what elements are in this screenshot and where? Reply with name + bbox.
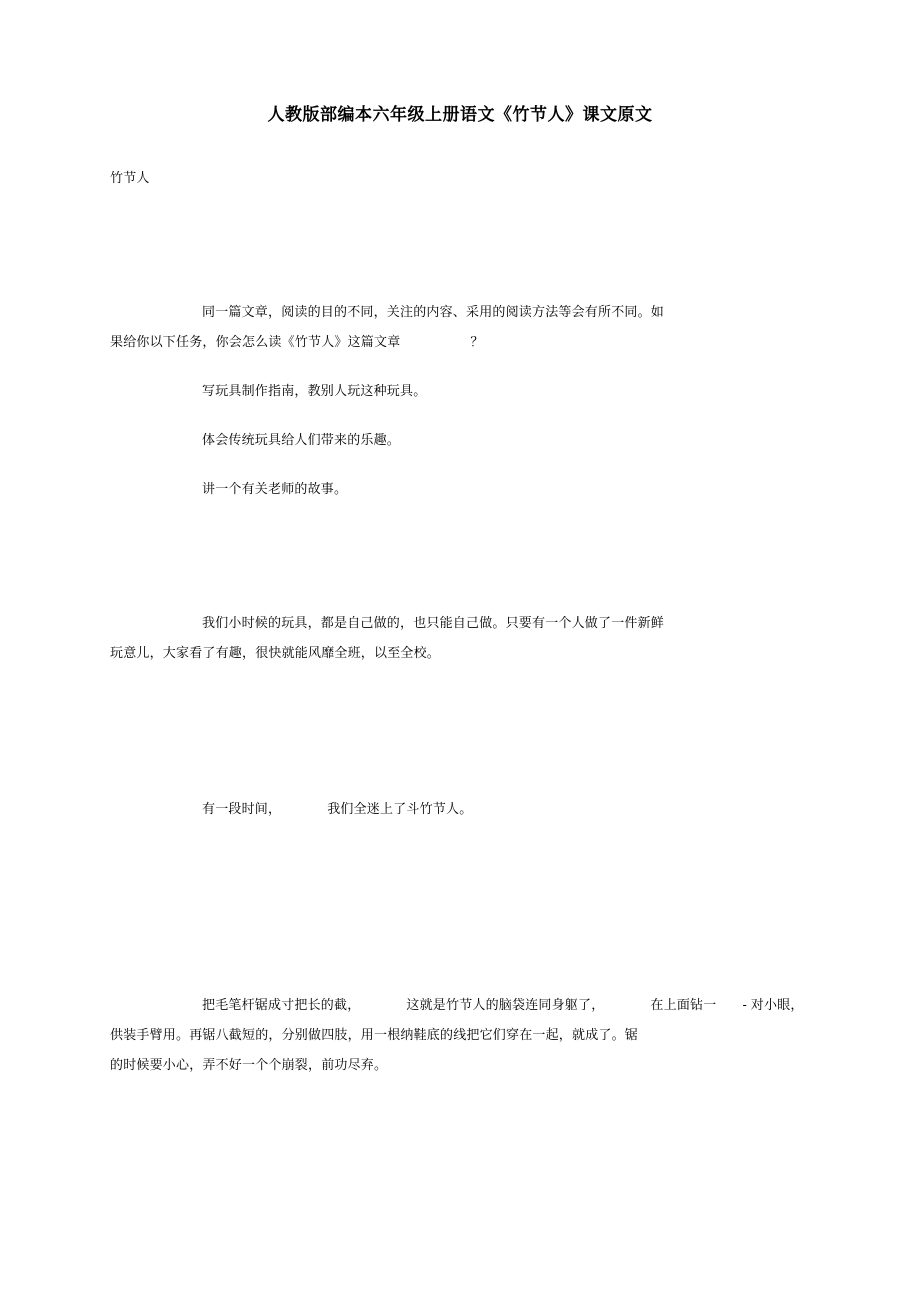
body1-line-1: 我们小时候的玩具，都是自己做的，也只能自己做。只要有一个人做了一件新鲜 — [202, 615, 665, 630]
body2-line — [110, 794, 810, 824]
spacer — [110, 928, 810, 990]
intro-line-2 — [110, 327, 810, 357]
body1-line-2: 玩意儿，大家看了有趣，很快就能风靡全班，以至全校。 — [110, 645, 441, 660]
body3-part-c: 在上面钻一 — [650, 997, 717, 1012]
body3-line-2: 供装手臂用。再锯八截短的，分别做四肢，用一根纳鞋底的线把它们穿在一起，就成了。锯 — [110, 1027, 639, 1042]
spacer — [110, 772, 810, 794]
spacer — [110, 668, 810, 772]
task-item-3: 讲一个有关老师的故事。 — [202, 481, 348, 496]
body3-line-1 — [110, 990, 810, 1020]
task-item-2: 体会传统玩具给人们带来的乐趣。 — [202, 432, 401, 447]
body3-line-3: 的时候要小心，弄不好一个个崩裂，前功尽弃。 — [110, 1057, 388, 1072]
intro-line-2-text: 果给你以下任务，你会怎么读《竹节人》这篇文章 — [110, 334, 401, 349]
spacer — [110, 504, 810, 608]
document-subtitle: 竹节人 — [110, 170, 150, 185]
page-title: 人教版部编本六年级上册语文《竹节人》课文原文 — [267, 105, 653, 124]
intro-line-1: 同一篇文章，阅读的目的不同，关注的内容、采用的阅读方法等会有所不同。如 — [202, 304, 665, 319]
body3-part-b: 这就是竹节人的脑袋连同身躯了， — [406, 997, 605, 1012]
body3-part-d: - 对小眼， — [742, 997, 804, 1012]
spacer — [110, 824, 810, 928]
body3-part-a: 把毛笔杆锯成寸把长的截， — [202, 997, 361, 1012]
spacer — [110, 193, 810, 297]
body2-part-a: 有一段时间， — [202, 801, 282, 816]
intro-question-mark: ？ — [470, 334, 484, 349]
task-item-1: 写玩具制作指南，教别人玩这种玩具。 — [202, 383, 427, 398]
body2-part-b: 我们全迷上了斗竹节人。 — [327, 801, 473, 816]
